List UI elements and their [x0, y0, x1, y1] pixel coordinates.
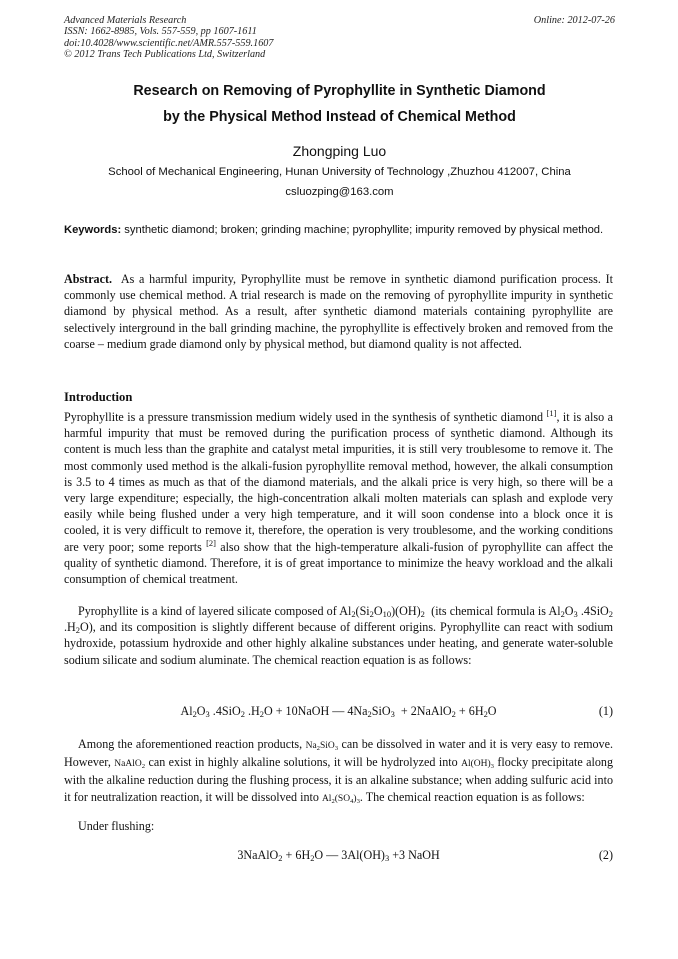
abstract-text: As a harmful impurity, Pyrophyllite must be remove in synthetic diamond purification process. It commonly use chemical method. A trial research is made on the removing of pyrophyllite impurity in synthetic diamond by physical method. As a result, after synthetic diamond materials containing pyrophyllite are selectively interground in the ball grinding machine, the pyrophyllite is effectively broken and removed from the coarse – medium grade diamond only by physical method, but diamond quality is not affected. — [64, 272, 613, 351]
intro-p3-text-c: can exist in highly alkaline solutions, it will be hydrolyzed into — [145, 755, 462, 770]
intro-p1-text-a: Pyrophyllite is a pressure transmission medium widely used in the synthesis of synthetic diamond — [64, 410, 547, 424]
intro-paragraph-4 — [64, 818, 613, 834]
intro-p3-text-e: . The chemical reaction equation is as follows: — [359, 789, 585, 804]
intro-p3-text-b: can be dissolved in water and it is very easy to remove. However, — [64, 737, 613, 770]
intro-paragraph-3: Among the aforementioned reaction products, $Na_2SiO_3$ can be dissolved in water and it is very easy to remove. However, NaAlO$_2$ can exist in highly alkaline solutions, it will be hydrolyzed into $Al(OH)_3$ flocky precipitate along with the alkaline reduction during the flushing process, it is an alkaline substance; when adding sulfuric acid into it for neutralization reaction, it will be dissolved into $Al_2(SO_4)_3$. The chemical reaction equation is as follows: — [64, 737, 613, 805]
intro-p1-text-b: , it is also a harmful impurity that must be removed during the purification process of synthetic diamond. Although its content is much less than the graphite and catalyst metal impurities, it is still very troublesome to remove it. The most commonly used method is the alkali-fusion pyrophyllite removal method, however, the alkali consumption is 3.5 to 4 times as much as that of the diamond materials, and the alkali price is very high, so there will be a very large expenditure; especially, the high-concentration alkali molten materials can splash and explode very easily while being flushed under a very high temperature, and it will soon condense into a block once it is cooled, it is very difficult to remove it, therefore, the operation is very troublesome, and the working conditions are very poor; some reports — [64, 410, 613, 554]
intro-p1-text-c: also show that the high-temperature alkali-fusion of pyrophyllite can affect the quality of synthetic diamond. Therefore, it is of great importance to minimize the heavy workload and the alkali consumption of chemical treatment. — [64, 539, 613, 587]
citation-1: [1] — [546, 408, 557, 418]
intro-p3-text-d: flocky precipitate along with the alkaline reduction during the flushing process, it is an alkaline substance; when adding sulfuric acid into it for neutralization reaction, it will be dissolved into — [64, 755, 613, 804]
paper-title-line-2: by the Physical Method Instead of Chemical Method — [163, 109, 516, 125]
copyright-line: © 2012 Trans Tech Publications Ltd, Switzerland — [64, 48, 266, 60]
citation-2: [2] — [206, 537, 216, 548]
journal-name: Advanced Materials Research — [64, 15, 187, 26]
author-name: Zhongping Luo — [292, 143, 387, 159]
paper-title-line-1: Research on Removing of Pyrophyllite in Synthetic Diamond — [133, 83, 546, 99]
intro-p4-text: Under flushing: — [78, 819, 155, 833]
intro-p2-text-a: Pyrophyllite is a kind of layered silicate composed of Al — [78, 604, 352, 618]
abstract — [64, 271, 613, 352]
equation-2-body: 3NaAlO$_2$ + $6H_2O$ — $3Al(OH)_3 +3$ NaOH — [237, 848, 440, 863]
keywords-label: Keywords: — [64, 224, 122, 236]
intro-p3-text-a: Among the aforementioned reaction products, — [78, 737, 306, 751]
doi-line: doi:10.4028/www.scientific.net/AMR.557-559.1607 — [64, 37, 274, 49]
intro-paragraph-2: Pyrophyllite is a kind of layered silicate composed of $Al_2(Si_2O_{10})(OH)_2$ (its chemical formula is $Al_2O_3$ .4SiO$_2$ $.H_2O$), and its composition is slightly different because of different origins. Pyrophyllite can react with sodium hydroxide, potassium hydroxide and other highly alkaline substances under heating, and generate water-soluble sodium silicate and sodium aluminate. The chemical reaction equation is as follows: — [64, 604, 614, 667]
issn-line: ISSN: 1662-8985, Vols. 557-559, pp 1607-1611 — [64, 26, 257, 38]
abstract-label: Abstract. — [64, 272, 113, 286]
equation-2-number: (2) — [598, 848, 613, 862]
section-heading-introduction: Introduction — [64, 390, 133, 404]
keywords-text: synthetic diamond; broken; grinding machine; pyrophyllite; impurity removed by physical method. — [121, 224, 604, 236]
author-email: csluozping@163.com — [285, 186, 394, 198]
intro-paragraph-1 — [64, 409, 613, 587]
online-date: Online: 2012-07-26 — [533, 15, 615, 26]
intro-p2-text-b: (its chemical formula is Al — [431, 604, 561, 618]
keywords — [64, 223, 615, 238]
intro-p2-text-c: ), and its composition is slightly different because of different origins. Pyrophyllite can react with sodium hydroxide, potassium hydroxide and other highly alkaline substances under heating, and generate water-soluble sodium silicate and sodium aluminate. The chemical reaction equation is as follows: — [64, 620, 613, 667]
equation-1-body: $Al_2O_3$ .4SiO$_2$ $.H_2O$ + 10NaOH — $4Na_2SiO_3$ + 2NaAlO$_2$ + $6H_2O$ — [180, 704, 497, 719]
author-affiliation: School of Mechanical Engineering, Hunan University of Technology ,Zhuzhou 412007, China — [108, 166, 571, 178]
equation-1-number: (1) — [598, 704, 613, 718]
journal-header — [64, 15, 273, 60]
